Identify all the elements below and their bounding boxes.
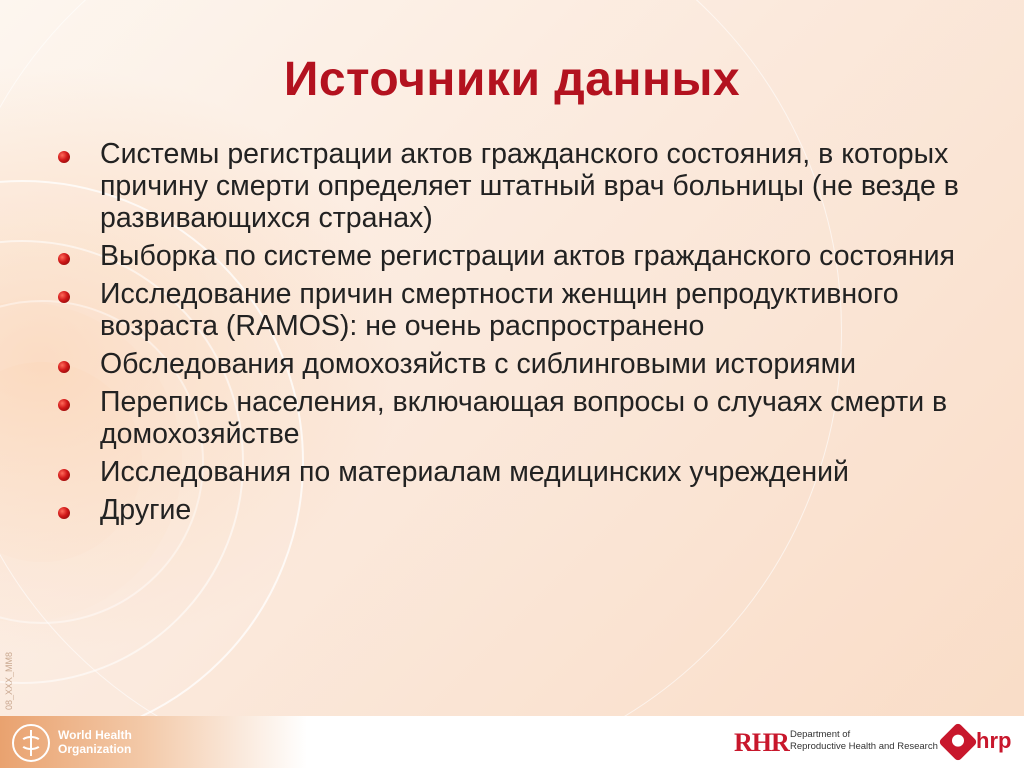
bullet-item: [58, 348, 988, 380]
bullet-text: Перепись населения, включающая вопросы о случаях смерти в домохозяйстве: [100, 386, 948, 450]
bullet-text: Выборка по системе регистрации актов гражданского состояния: [100, 240, 955, 272]
bullet-dot-icon: [58, 361, 70, 373]
rhr-logo: RHR: [734, 728, 789, 757]
bullet-item: [58, 456, 988, 488]
bullet-text: Обследования домохозяйств с сиблинговыми историями: [100, 348, 857, 380]
bullet-text: Исследования по материалам медицинских учреждений: [100, 456, 849, 488]
bullet-text: Другие: [100, 494, 192, 526]
bullet-dot-icon: [58, 469, 70, 481]
bullet-item: [58, 494, 988, 526]
department-text: [790, 729, 940, 753]
hrp-logo-text: hrp: [976, 728, 1012, 753]
bullet-list: [58, 138, 988, 532]
who-emblem-icon: [12, 724, 50, 762]
bullet-dot-icon: [58, 291, 70, 303]
bullet-dot-icon: [58, 507, 70, 519]
bullet-item: [58, 138, 988, 234]
bullet-text: Системы регистрации актов гражданского состояния, в которых причину смерти определяет штатный врач больницы (не везде в развивающихся странах): [100, 138, 959, 234]
dept-line-1: Department of: [790, 729, 851, 740]
bullet-item: [58, 386, 988, 450]
who-logo-text: [58, 728, 168, 756]
bullet-dot-icon: [58, 253, 70, 265]
bullet-dot-icon: [58, 399, 70, 411]
who-line-2: Organization: [58, 742, 132, 756]
who-line-1: World Health: [58, 728, 132, 742]
bullet-dot-icon: [58, 151, 70, 163]
bullet-text: Исследование причин смертности женщин репродуктивного возраста (RAMOS): не очень распространено: [100, 278, 899, 342]
bullet-item: [58, 240, 988, 272]
dept-line-2: Reproductive Health and Research: [790, 741, 938, 752]
hrp-diamond-icon: [938, 722, 978, 762]
slide-code: 08_XXX_MM8: [4, 651, 14, 710]
slide-title: Источники данных: [283, 53, 741, 106]
bullet-item: [58, 278, 988, 342]
footer-bar: [0, 716, 1024, 768]
